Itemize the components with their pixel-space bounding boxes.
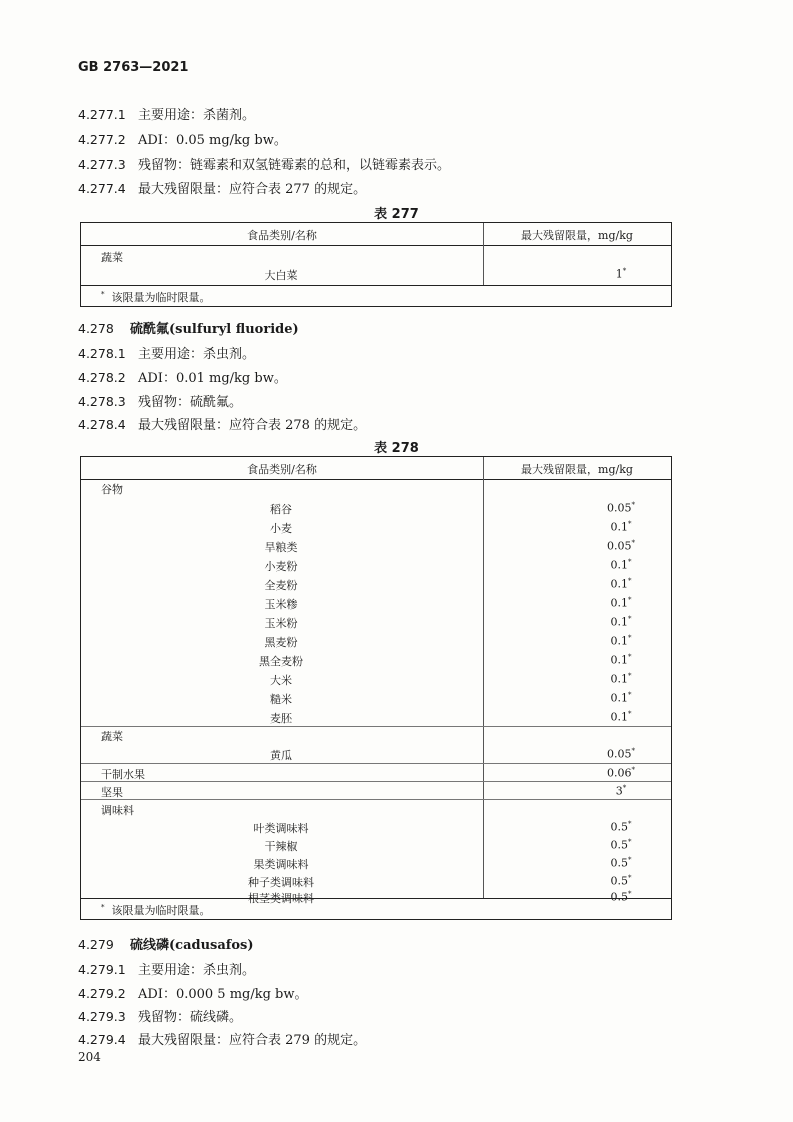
mrl-value: 0.5* bbox=[610, 838, 632, 852]
table-header bbox=[81, 457, 671, 480]
row-divider bbox=[81, 799, 671, 800]
mrl-value: 0.5* bbox=[610, 856, 632, 870]
clause-4-279-1 bbox=[78, 959, 255, 978]
clause-number: 4.278.1 bbox=[78, 346, 126, 361]
row-divider bbox=[81, 763, 671, 764]
column-header-food: 食品类别/名称 bbox=[247, 229, 317, 242]
clause-number: 4.279.2 bbox=[78, 986, 126, 1001]
food-name: 玉米粉 bbox=[264, 617, 298, 630]
food-name: 糙米 bbox=[270, 693, 292, 706]
clause-4-279-2 bbox=[78, 983, 308, 1002]
food-name: 叶类调味料 bbox=[253, 822, 309, 835]
section-number: 4.279 bbox=[78, 937, 114, 952]
table-278-caption: 表 278 bbox=[374, 441, 419, 456]
clause-number: 4.277.3 bbox=[78, 157, 126, 172]
clause-text: 残留物：链霉素和双氢链霉素的总和，以链霉素表示。 bbox=[138, 158, 451, 173]
clause-4-277-3 bbox=[78, 154, 450, 173]
clause-4-279-3 bbox=[78, 1006, 242, 1025]
clause-text: ADI：0.05 mg/kg bw。 bbox=[138, 133, 287, 148]
table-header bbox=[81, 223, 671, 246]
food-name: 干辣椒 bbox=[264, 840, 298, 853]
food-name: 玉米糁 bbox=[264, 598, 298, 611]
table-277-caption: 表 277 bbox=[374, 207, 419, 222]
table-note: * 该限量为临时限量。 bbox=[101, 903, 211, 917]
clause-4-279-4 bbox=[78, 1029, 366, 1048]
clause-text: 主要用途：杀菌剂。 bbox=[138, 108, 256, 123]
food-name: 小麦 bbox=[270, 522, 292, 535]
page-number: 204 bbox=[78, 1050, 101, 1064]
clause-text: ADI：0.000 5 mg/kg bw。 bbox=[138, 987, 308, 1002]
food-name: 全麦粉 bbox=[264, 579, 298, 592]
column-divider bbox=[483, 457, 484, 898]
category-label-grain: 谷物 bbox=[101, 483, 123, 496]
clause-4-278-3 bbox=[78, 391, 242, 410]
food-name: 黄瓜 bbox=[270, 749, 292, 762]
column-header-food: 食品类别/名称 bbox=[247, 463, 317, 476]
clause-4-278-4 bbox=[78, 414, 366, 433]
mrl-value: 0.1* bbox=[610, 653, 632, 667]
clause-4-277-4 bbox=[78, 178, 366, 197]
food-name: 稻谷 bbox=[270, 503, 292, 516]
mrl-value: 0.5* bbox=[610, 874, 632, 888]
category-label: 蔬菜 bbox=[101, 251, 123, 264]
food-name: 黑全麦粉 bbox=[259, 655, 303, 668]
mrl-value: 3* bbox=[615, 784, 627, 798]
category-label-dried-fruit: 干制水果 bbox=[101, 768, 145, 781]
clause-number: 4.277.2 bbox=[78, 132, 126, 147]
clause-4-277-1 bbox=[78, 104, 255, 123]
section-number: 4.278 bbox=[78, 321, 114, 336]
mrl-value: 0.1* bbox=[610, 596, 632, 610]
mrl-value: 0.1* bbox=[610, 672, 632, 686]
mrl-value: 0.06* bbox=[607, 766, 635, 780]
category-label-nuts: 坚果 bbox=[101, 786, 123, 799]
clause-4-277-2 bbox=[78, 129, 287, 148]
note-divider bbox=[81, 898, 671, 899]
clause-number: 4.278.4 bbox=[78, 417, 126, 432]
food-name: 旱粮类 bbox=[264, 541, 298, 554]
mrl-value: 1* bbox=[615, 267, 627, 281]
food-name: 黑麦粉 bbox=[264, 636, 298, 649]
mrl-value: 0.1* bbox=[610, 577, 632, 591]
mrl-value: 0.1* bbox=[610, 710, 632, 724]
mrl-value: 0.1* bbox=[610, 634, 632, 648]
food-name: 大米 bbox=[270, 674, 292, 687]
mrl-value: 0.05* bbox=[607, 539, 635, 553]
mrl-value: 0.1* bbox=[610, 691, 632, 705]
column-divider bbox=[483, 223, 484, 285]
food-name: 种子类调味料 bbox=[248, 876, 314, 889]
clause-text: ADI：0.01 mg/kg bw。 bbox=[138, 371, 287, 386]
column-header-mrl: 最大残留限量，mg/kg bbox=[521, 229, 633, 242]
clause-text: 主要用途：杀虫剂。 bbox=[138, 347, 256, 362]
row-divider bbox=[81, 781, 671, 782]
table-277 bbox=[80, 222, 672, 307]
table-note: * 该限量为临时限量。 bbox=[101, 290, 211, 304]
section-title: 硫酰氟(sulfuryl fluoride) bbox=[130, 322, 299, 337]
clause-text: 残留物：硫酰氟。 bbox=[138, 395, 243, 410]
mrl-value: 0.1* bbox=[610, 520, 632, 534]
clause-number: 4.278.2 bbox=[78, 370, 126, 385]
note-divider bbox=[81, 285, 671, 286]
clause-number: 4.279.4 bbox=[78, 1032, 126, 1047]
clause-text: 主要用途：杀虫剂。 bbox=[138, 963, 256, 978]
clause-number: 4.278.3 bbox=[78, 394, 126, 409]
clause-number: 4.279.3 bbox=[78, 1009, 126, 1024]
mrl-value: 0.05* bbox=[607, 501, 635, 515]
mrl-value: 0.05* bbox=[607, 747, 635, 761]
food-name: 根茎类调味料 bbox=[248, 892, 314, 905]
table-278 bbox=[80, 456, 672, 920]
mrl-value: 0.5* bbox=[610, 820, 632, 834]
category-label-spices: 调味料 bbox=[101, 804, 134, 817]
mrl-value: 0.1* bbox=[610, 615, 632, 629]
clause-4-278-2 bbox=[78, 367, 287, 386]
row-divider bbox=[81, 726, 671, 727]
document-header: GB 2763—2021 bbox=[78, 60, 189, 75]
clause-4-278-1 bbox=[78, 343, 255, 362]
food-name: 大白菜 bbox=[264, 269, 298, 282]
section-4-278-title bbox=[78, 318, 299, 337]
clause-text: 最大残留限量：应符合表 278 的规定。 bbox=[138, 418, 367, 433]
food-name: 小麦粉 bbox=[264, 560, 298, 573]
column-header-mrl: 最大残留限量，mg/kg bbox=[521, 463, 633, 476]
mrl-value: 0.5* bbox=[610, 890, 632, 904]
section-4-279-title bbox=[78, 934, 254, 953]
food-name: 果类调味料 bbox=[253, 858, 309, 871]
clause-text: 最大残留限量：应符合表 277 的规定。 bbox=[138, 182, 367, 197]
clause-text: 最大残留限量：应符合表 279 的规定。 bbox=[138, 1033, 367, 1048]
clause-number: 4.277.4 bbox=[78, 181, 126, 196]
section-title: 硫线磷(cadusafos) bbox=[130, 938, 254, 953]
clause-text: 残留物：硫线磷。 bbox=[138, 1010, 243, 1025]
clause-number: 4.277.1 bbox=[78, 107, 126, 122]
mrl-value: 0.1* bbox=[610, 558, 632, 572]
category-label-vegetables: 蔬菜 bbox=[101, 730, 123, 743]
food-name: 麦胚 bbox=[270, 712, 292, 725]
clause-number: 4.279.1 bbox=[78, 962, 126, 977]
